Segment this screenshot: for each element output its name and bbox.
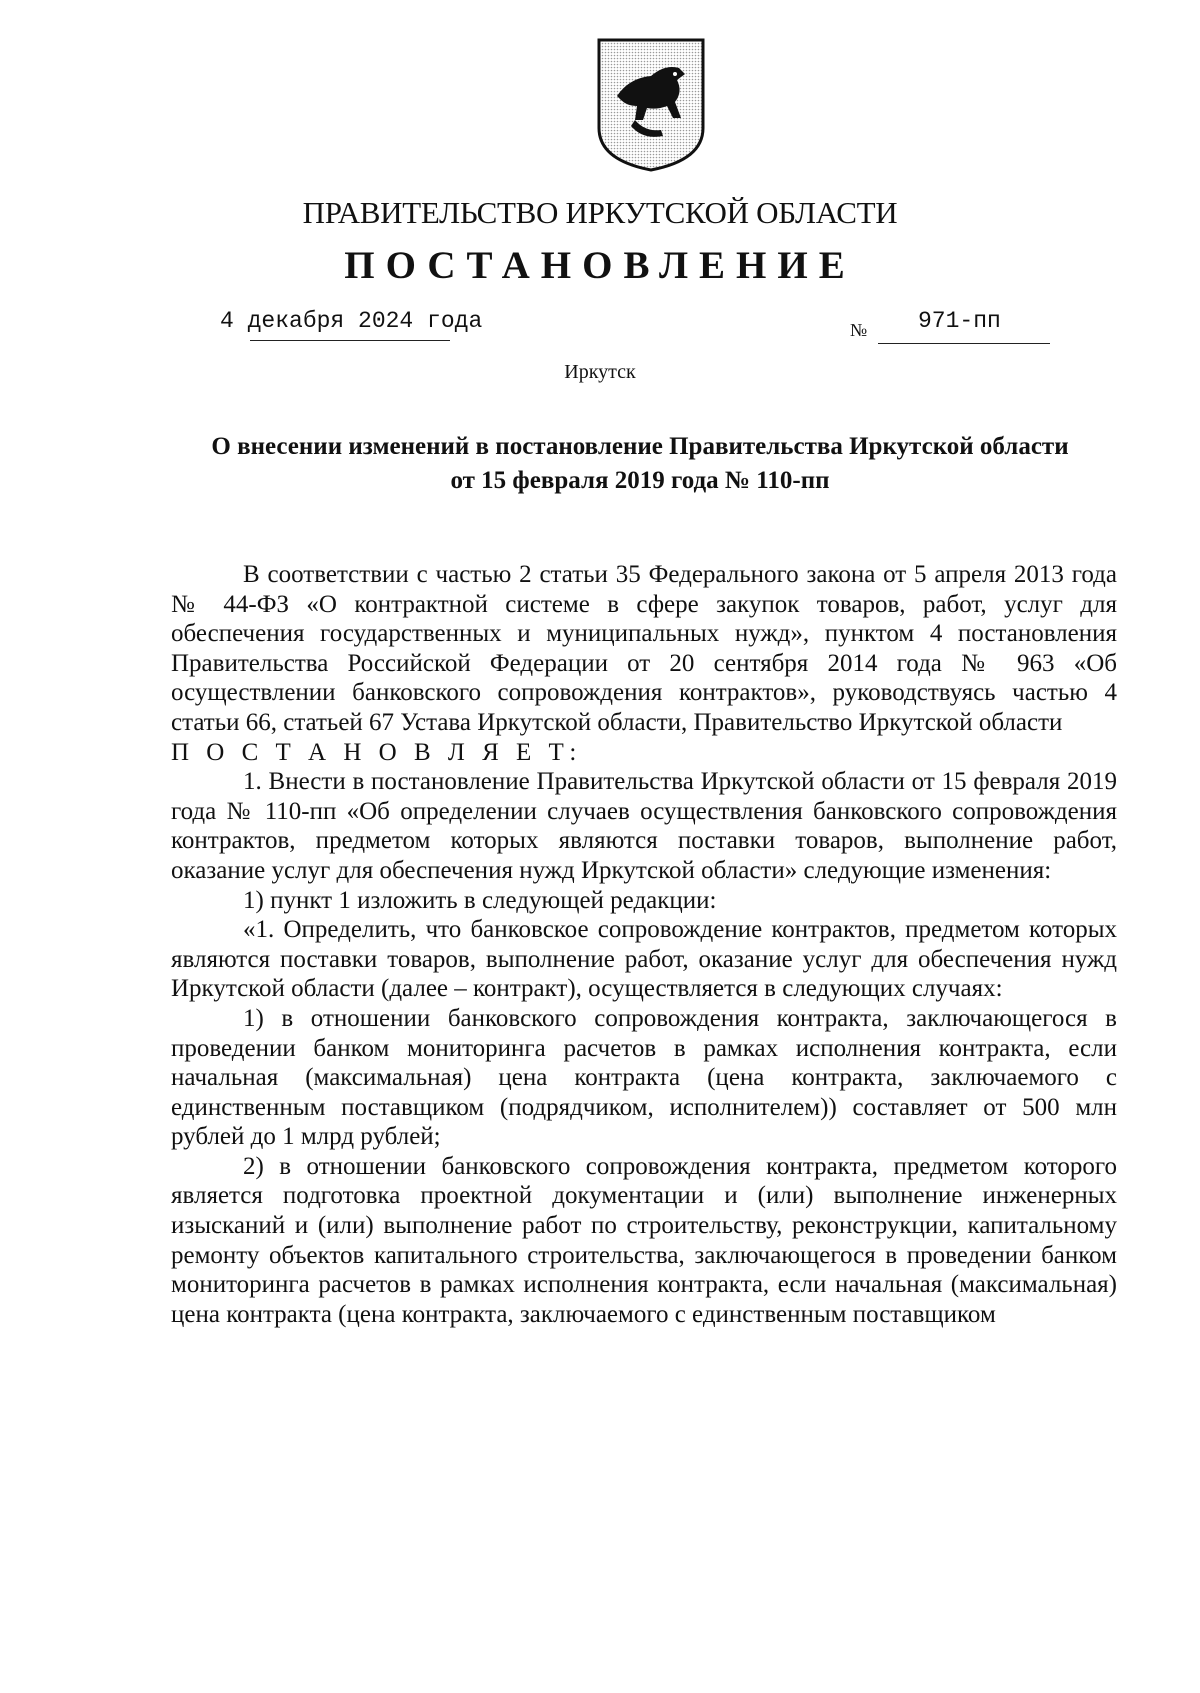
decree-word: П О С Т А Н О В Л Я Е Т: (171, 738, 582, 766)
paragraph-2: 1) пункт 1 изложить в следующей редакции: (243, 886, 717, 914)
document-type: ПОСТАНОВЛЕНИЕ (344, 244, 856, 287)
document-body (171, 560, 1117, 1329)
coat-of-arms-icon (595, 36, 707, 174)
paragraph-4: 1) в отношении банковского сопровождения контракта, заключающегося в проведении банком мониторинга расчетов в рамках исполнения контракта, если начальная (максимальная) цена контракта (цена контракта, заключаемого с единственным поставщиком (подрядчиком, исполнителем)) составляет от 500 млн рублей до 1 млрд рублей; (171, 1004, 1117, 1151)
document-date: 4 декабря 2024 года (220, 308, 483, 334)
paragraph-1: 1. Внести в постановление Правительства Иркутской области от 15 февраля 2019 года № 110-пп «Об определении случаев осуществления банковского сопровождения контрактов, предметом которых являются поставки товаров, выполнение работ, оказание услуг для обеспечения нужд Иркутской области» следующие изменения: (171, 768, 1117, 884)
paragraph-5: 2) в отношении банковского сопровождения контракта, предметом которого является подготовка проектной документации и (или) выполнение инженерных изысканий и (или) выполнение работ по строительству, реконструкции, капитальному ремонту объектов капитального строительства, заключающегося в проведении банком мониторинга расчетов в рамках исполнения контракта, если начальная (максимальная) цена контракта (цена контракта, заключаемого с единственным поставщиком (171, 1152, 1117, 1328)
preamble-paragraph: В соответствии с частью 2 статьи 35 Федерального закона от 5 апреля 2013 года № 44-ФЗ «О контрактной системе в сфере закупок товаров, работ, услуг для обеспечения государственных и муниципальных нужд», пунктом 4 постановления Правительства Российской Федерации от 20 сентября 2014 года № 963 «Об осуществлении банковского сопровождения контрактов», руководствуясь частью 4 статьи 66, статьей 67 Устава Иркутской области, Правительство Иркутской области (171, 561, 1117, 736)
paragraph-3: «1. Определить, что банковское сопровождение контрактов, предметом которых являются поставки товаров, выполнение работ, оказание услуг для обеспечения нужд Иркутской области (далее – контракт), осуществляется в следующих случаях: (171, 916, 1117, 1003)
document-title: О внесении изменений в постановление Правительства Иркутской области от 15 февраля 2019 года № 110-пп (211, 433, 1069, 494)
number-sign: № (850, 320, 868, 340)
date-underline (250, 340, 450, 341)
city-name: Иркутск (564, 361, 636, 383)
number-underline (878, 343, 1050, 344)
government-name: ПРАВИТЕЛЬСТВО ИРКУТСКОЙ ОБЛАСТИ (302, 195, 898, 230)
document-number: 971-пп (918, 308, 1001, 334)
